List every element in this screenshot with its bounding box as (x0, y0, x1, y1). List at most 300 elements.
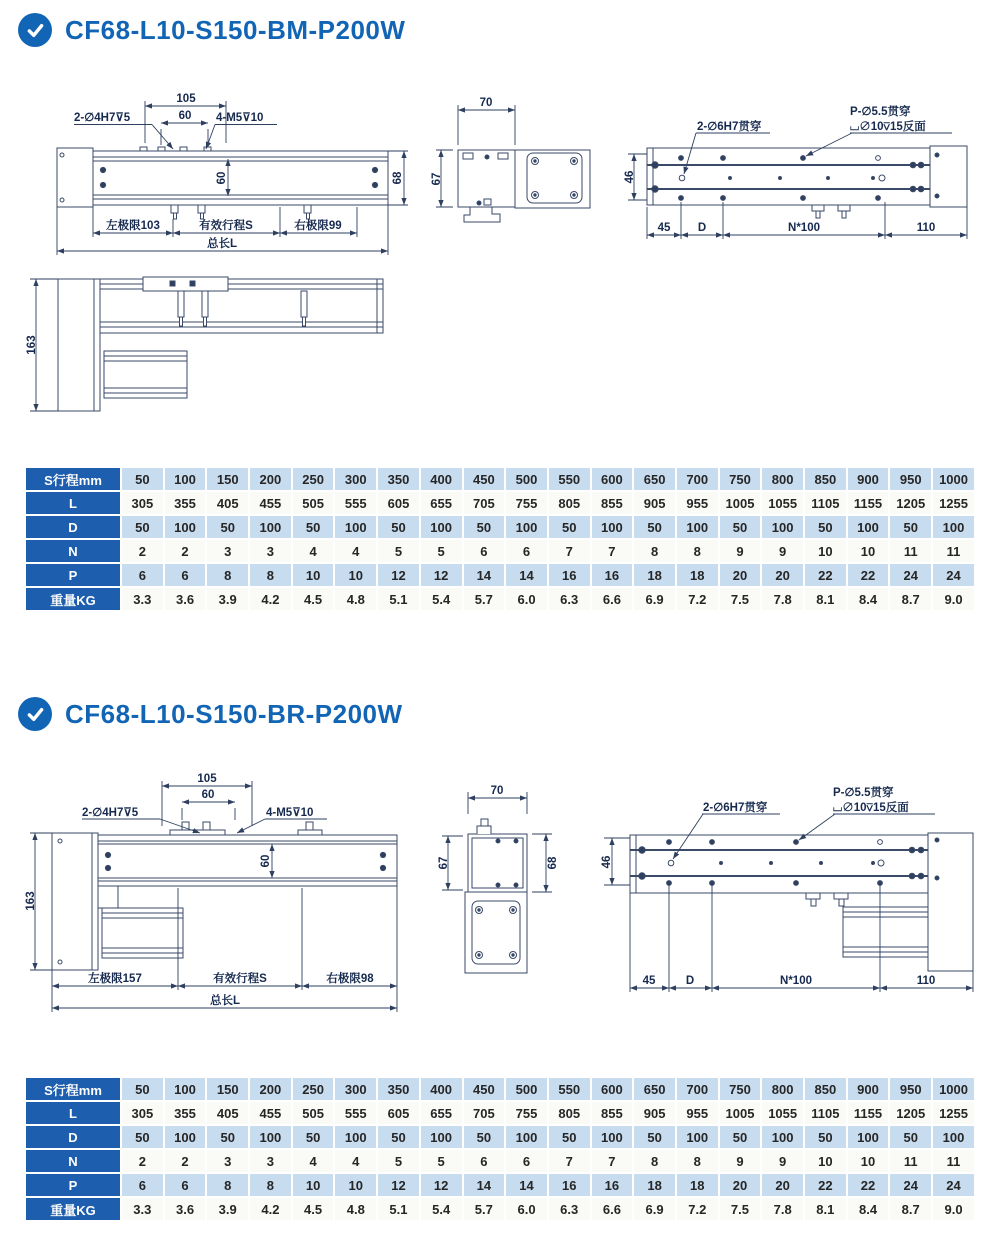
table-cell: 9 (761, 1149, 804, 1173)
table-cell: 455 (249, 491, 292, 515)
table-cell: 1000 (932, 1077, 975, 1101)
table-cell: 900 (847, 1077, 890, 1101)
table-cell: 8.4 (847, 587, 890, 611)
table-cell: 850 (804, 1077, 847, 1101)
table-cell: 5 (377, 539, 420, 563)
table-cell: 6 (121, 1173, 164, 1197)
dim-label: N*100 (780, 975, 812, 987)
table-row (25, 539, 975, 563)
table-cell: 18 (633, 1173, 676, 1197)
table-cell: 8.1 (804, 1197, 847, 1221)
table-cell: 700 (676, 1077, 719, 1101)
table-cell: 100 (676, 515, 719, 539)
table-cell: 800 (761, 1077, 804, 1101)
table-cell: 2 (164, 1149, 207, 1173)
table-cell: 50 (206, 515, 249, 539)
table-cell: 8 (676, 1149, 719, 1173)
table-cell: 750 (719, 467, 762, 491)
table-cell: 955 (676, 1101, 719, 1125)
table-cell: 14 (463, 1173, 506, 1197)
table-cell: 755 (505, 491, 548, 515)
table-row (25, 1173, 975, 1197)
dim-label: 70 (490, 785, 504, 797)
table-cell: 955 (676, 491, 719, 515)
table-cell: 24 (932, 563, 975, 587)
table-cell: 8 (633, 1149, 676, 1173)
table-cell: 4 (334, 1149, 377, 1173)
row-header: D (25, 515, 121, 539)
table-cell: 14 (463, 563, 506, 587)
table-cell: 150 (206, 1077, 249, 1101)
dim-label: 左极限103 (106, 220, 160, 232)
table-cell: 400 (420, 467, 463, 491)
table-cell: 20 (761, 1173, 804, 1197)
table-cell: 100 (420, 515, 463, 539)
table-cell: 9.0 (932, 587, 975, 611)
table-cell: 1105 (804, 491, 847, 515)
table-cell: 1205 (889, 1101, 932, 1125)
table-cell: 7.8 (761, 587, 804, 611)
row-header: L (25, 1101, 121, 1125)
spec-table-bm (24, 466, 976, 612)
drawing-geometry (58, 277, 383, 411)
table-cell: 20 (761, 563, 804, 587)
table-cell: 4.5 (292, 587, 335, 611)
section1-header (18, 13, 405, 47)
table-cell: 705 (463, 491, 506, 515)
spec-table-br (24, 1076, 976, 1222)
dim-label: 163 (25, 891, 37, 911)
table-cell: 650 (633, 1077, 676, 1101)
drawing-geometry (647, 146, 967, 218)
row-header: S行程mm (25, 1077, 121, 1101)
table-cell: 100 (420, 1125, 463, 1149)
hole-callout: 2-∅6H7贯穿 (697, 121, 762, 133)
table-cell: 3 (249, 1149, 292, 1173)
table-cell: 7.5 (719, 1197, 762, 1221)
table-cell: 50 (121, 515, 164, 539)
table-cell: 300 (334, 467, 377, 491)
table-row (25, 1077, 975, 1101)
table-cell: 7 (548, 539, 591, 563)
product-title: CF68-L10-S150-BR-P200W (65, 698, 403, 729)
table-cell: 4 (292, 1149, 335, 1173)
br-end-view-drawing (432, 768, 607, 1023)
table-cell: 7.2 (676, 1197, 719, 1221)
table-cell: 14 (505, 563, 548, 587)
table-cell: 6 (505, 539, 548, 563)
table-cell: 6 (463, 539, 506, 563)
table-cell: 50 (206, 1125, 249, 1149)
table-cell: 8.7 (889, 587, 932, 611)
table-cell: 11 (889, 539, 932, 563)
table-cell: 1255 (932, 1101, 975, 1125)
dim-label: 163 (26, 335, 38, 355)
table-cell: 10 (292, 563, 335, 587)
table-cell: 200 (249, 1077, 292, 1101)
drawing-geometry (465, 819, 527, 973)
table-cell: 100 (932, 515, 975, 539)
dim-label: 总长L (206, 238, 238, 250)
table-cell: 10 (804, 539, 847, 563)
table-cell: 16 (591, 563, 634, 587)
dim-label: 45 (642, 975, 656, 987)
hole-callout: 2-∅4H7⊽5 (82, 807, 139, 819)
table-cell: 8 (206, 563, 249, 587)
dim-label: 60 (260, 854, 272, 868)
dim-label: 60 (178, 110, 192, 122)
row-header: N (25, 1149, 121, 1173)
hole-callout: 2-∅4H7⊽5 (74, 112, 131, 124)
table-cell: 24 (932, 1173, 975, 1197)
table-cell: 3.3 (121, 1197, 164, 1221)
table-cell: 4.2 (249, 587, 292, 611)
table-cell: 7.5 (719, 587, 762, 611)
table-cell: 505 (292, 491, 335, 515)
table-cell: 5 (420, 1149, 463, 1173)
table-cell: 18 (676, 1173, 719, 1197)
table-cell: 805 (548, 1101, 591, 1125)
table-cell: 3.6 (164, 1197, 207, 1221)
br-top-view-drawing (590, 768, 998, 1023)
table-cell: 3.6 (164, 587, 207, 611)
hole-callout: ⌴∅10⊽15反面 (833, 802, 909, 814)
table-cell: 50 (804, 1125, 847, 1149)
dim-label: 110 (916, 975, 936, 987)
table-cell: 8 (633, 539, 676, 563)
table-cell: 24 (889, 563, 932, 587)
table-cell: 3.9 (206, 587, 249, 611)
row-header: L (25, 491, 121, 515)
table-cell: 1005 (719, 491, 762, 515)
table-row (25, 587, 975, 611)
dim-label: D (697, 222, 707, 234)
table-cell: 11 (932, 1149, 975, 1173)
table-cell: 3.9 (206, 1197, 249, 1221)
table-cell: 900 (847, 467, 890, 491)
hole-callout: P-∅5.5贯穿 (833, 787, 894, 799)
hole-callout: ⌴∅10⊽15反面 (850, 121, 926, 133)
table-cell: 22 (804, 1173, 847, 1197)
table-cell: 8 (206, 1173, 249, 1197)
table-cell: 10 (334, 563, 377, 587)
row-header: N (25, 539, 121, 563)
hole-callout: 2-∅6H7贯穿 (703, 802, 768, 814)
table-cell: 1000 (932, 467, 975, 491)
table-cell: 150 (206, 467, 249, 491)
table-cell: 600 (591, 467, 634, 491)
table-cell: 12 (420, 563, 463, 587)
table-cell: 505 (292, 1101, 335, 1125)
table-cell: 6.6 (591, 587, 634, 611)
table-cell: 9 (719, 539, 762, 563)
table-cell: 705 (463, 1101, 506, 1125)
table-cell: 555 (334, 491, 377, 515)
table-cell: 4.2 (249, 1197, 292, 1221)
table-cell: 755 (505, 1101, 548, 1125)
table-cell: 950 (889, 1077, 932, 1101)
table-cell: 8.4 (847, 1197, 890, 1221)
table-cell: 805 (548, 491, 591, 515)
table-cell: 605 (377, 491, 420, 515)
bm-end-view-drawing (432, 85, 632, 263)
table-cell: 7 (591, 1149, 634, 1173)
hole-callout: P-∅5.5贯穿 (850, 106, 911, 118)
table-cell: 6.0 (505, 1197, 548, 1221)
table-cell: 855 (591, 1101, 634, 1125)
table-row (25, 467, 975, 491)
table-cell: 8.7 (889, 1197, 932, 1221)
table-cell: 7 (548, 1149, 591, 1173)
dim-label: N*100 (788, 222, 820, 234)
table-cell: 100 (334, 515, 377, 539)
table-cell: 100 (932, 1125, 975, 1149)
table-row (25, 515, 975, 539)
dim-label: 45 (657, 222, 671, 234)
table-cell: 16 (548, 563, 591, 587)
table-cell: 50 (292, 515, 335, 539)
table-cell: 250 (292, 467, 335, 491)
dim-label: 68 (392, 171, 404, 185)
table-cell: 655 (420, 1101, 463, 1125)
table-cell: 1155 (847, 1101, 890, 1125)
table-cell: 6.0 (505, 587, 548, 611)
table-cell: 3 (249, 539, 292, 563)
table-cell: 1055 (761, 1101, 804, 1125)
table-cell: 450 (463, 467, 506, 491)
table-cell: 50 (121, 1077, 164, 1101)
table-cell: 100 (761, 515, 804, 539)
table-cell: 6 (505, 1149, 548, 1173)
table-cell: 50 (292, 1125, 335, 1149)
table-cell: 4.8 (334, 1197, 377, 1221)
table-cell: 100 (591, 515, 634, 539)
table-cell: 11 (932, 539, 975, 563)
dim-label: 67 (431, 172, 443, 186)
row-header: 重量KG (25, 1197, 121, 1221)
table-cell: 5.7 (463, 1197, 506, 1221)
table-cell: 3.3 (121, 587, 164, 611)
table-cell: 3 (206, 1149, 249, 1173)
br-front-view-drawing (20, 768, 440, 1023)
table-cell: 1055 (761, 491, 804, 515)
table-cell: 7 (591, 539, 634, 563)
table-cell: 100 (847, 515, 890, 539)
table-cell: 24 (889, 1173, 932, 1197)
drawing-geometry (458, 150, 590, 222)
section2-header (18, 697, 403, 731)
table-cell: 5 (420, 539, 463, 563)
table-cell: 8 (676, 539, 719, 563)
table-cell: 8.1 (804, 587, 847, 611)
table-cell: 5.4 (420, 1197, 463, 1221)
table-cell: 750 (719, 1077, 762, 1101)
table-cell: 655 (420, 491, 463, 515)
hole-callout: 4-M5⊽10 (216, 112, 264, 124)
table-cell: 20 (719, 1173, 762, 1197)
bm-front-view-drawing (30, 85, 430, 263)
table-cell: 550 (548, 467, 591, 491)
table-cell: 50 (804, 515, 847, 539)
table-cell: 50 (121, 467, 164, 491)
table-cell: 500 (505, 1077, 548, 1101)
table-cell: 405 (206, 491, 249, 515)
row-header: D (25, 1125, 121, 1149)
row-header: P (25, 1173, 121, 1197)
table-cell: 9 (761, 539, 804, 563)
table-cell: 50 (548, 515, 591, 539)
table-cell: 2 (121, 1149, 164, 1173)
table-cell: 22 (804, 563, 847, 587)
table-cell: 300 (334, 1077, 377, 1101)
table-cell: 1005 (719, 1101, 762, 1125)
table-cell: 100 (164, 515, 207, 539)
table-cell: 10 (334, 1173, 377, 1197)
table-cell: 50 (463, 1125, 506, 1149)
table-cell: 3 (206, 539, 249, 563)
dim-label: 有效行程S (199, 220, 253, 232)
table-cell: 4.8 (334, 587, 377, 611)
table-cell: 550 (548, 1077, 591, 1101)
dim-label: 67 (438, 856, 450, 870)
table-cell: 605 (377, 1101, 420, 1125)
table-cell: 50 (719, 1125, 762, 1149)
table-cell: 10 (847, 1149, 890, 1173)
table-cell: 9 (719, 1149, 762, 1173)
dim-label: D (685, 975, 695, 987)
table-cell: 9.0 (932, 1197, 975, 1221)
table-cell: 6.6 (591, 1197, 634, 1221)
table-cell: 50 (889, 1125, 932, 1149)
dim-label: 110 (916, 222, 936, 234)
table-cell: 12 (420, 1173, 463, 1197)
row-header: S行程mm (25, 467, 121, 491)
table-cell: 100 (761, 1125, 804, 1149)
table-row (25, 1197, 975, 1221)
table-cell: 10 (292, 1173, 335, 1197)
table-cell: 1105 (804, 1101, 847, 1125)
table-cell: 50 (121, 1125, 164, 1149)
table-cell: 100 (505, 1125, 548, 1149)
table-cell: 8 (249, 563, 292, 587)
table-row (25, 1149, 975, 1173)
drawing-geometry (52, 822, 397, 970)
table-cell: 350 (377, 1077, 420, 1101)
table-cell: 400 (420, 1077, 463, 1101)
table-cell: 10 (804, 1149, 847, 1173)
table-cell: 800 (761, 467, 804, 491)
table-cell: 100 (334, 1125, 377, 1149)
dim-label: 总长L (209, 995, 241, 1007)
table-cell: 5 (377, 1149, 420, 1173)
bm-top-view-drawing (622, 85, 997, 263)
table-cell: 5.7 (463, 587, 506, 611)
table-cell: 305 (121, 491, 164, 515)
check-circle-icon (18, 697, 52, 731)
table-cell: 22 (847, 563, 890, 587)
table-cell: 18 (633, 563, 676, 587)
table-cell: 100 (847, 1125, 890, 1149)
table-cell: 100 (676, 1125, 719, 1149)
table-cell: 355 (164, 491, 207, 515)
dim-label: 46 (601, 855, 613, 869)
dim-label: 46 (624, 170, 636, 184)
table-cell: 305 (121, 1101, 164, 1125)
table-row (25, 491, 975, 515)
table-cell: 50 (719, 515, 762, 539)
table-cell: 6.9 (633, 587, 676, 611)
table-cell: 1255 (932, 491, 975, 515)
table-cell: 7.2 (676, 587, 719, 611)
table-cell: 50 (889, 515, 932, 539)
dim-label: 70 (479, 97, 493, 109)
table-cell: 6 (164, 1173, 207, 1197)
table-cell: 855 (591, 491, 634, 515)
table-cell: 10 (847, 539, 890, 563)
table-cell: 500 (505, 467, 548, 491)
table-cell: 950 (889, 467, 932, 491)
table-cell: 355 (164, 1101, 207, 1125)
table-cell: 700 (676, 467, 719, 491)
bm-side-view-drawing (20, 263, 420, 433)
table-cell: 6 (463, 1149, 506, 1173)
table-cell: 600 (591, 1077, 634, 1101)
table-cell: 850 (804, 467, 847, 491)
table-cell: 100 (249, 1125, 292, 1149)
row-header: P (25, 563, 121, 587)
table-cell: 50 (633, 515, 676, 539)
table-cell: 50 (463, 515, 506, 539)
dim-label: 60 (201, 789, 215, 801)
table-row (25, 563, 975, 587)
table-cell: 16 (548, 1173, 591, 1197)
table-row (25, 1101, 975, 1125)
table-cell: 1205 (889, 491, 932, 515)
check-circle-icon (18, 13, 52, 47)
table-cell: 6.3 (548, 1197, 591, 1221)
table-cell: 6 (121, 563, 164, 587)
table-cell: 905 (633, 1101, 676, 1125)
dim-label: 105 (176, 93, 196, 105)
table-cell: 100 (164, 1125, 207, 1149)
table-cell: 8 (249, 1173, 292, 1197)
table-cell: 100 (591, 1125, 634, 1149)
product-title: CF68-L10-S150-BM-P200W (65, 14, 406, 45)
table-cell: 200 (249, 467, 292, 491)
table-cell: 450 (463, 1077, 506, 1101)
drawing-geometry (630, 833, 973, 971)
table-cell: 2 (164, 539, 207, 563)
dim-label: 68 (547, 856, 559, 870)
table-cell: 350 (377, 467, 420, 491)
row-header: 重量KG (25, 587, 121, 611)
table-cell: 18 (676, 563, 719, 587)
table-cell: 250 (292, 1077, 335, 1101)
table-cell: 14 (505, 1173, 548, 1197)
table-cell: 50 (548, 1125, 591, 1149)
table-cell: 7.8 (761, 1197, 804, 1221)
table-cell: 100 (249, 515, 292, 539)
table-cell: 20 (719, 563, 762, 587)
table-cell: 2 (121, 539, 164, 563)
table-cell: 6.3 (548, 587, 591, 611)
dim-label: 60 (216, 171, 228, 185)
table-cell: 11 (889, 1149, 932, 1173)
dim-label: 右极限99 (294, 220, 342, 232)
table-cell: 100 (164, 1077, 207, 1101)
dim-label: 右极限98 (326, 973, 374, 985)
table-cell: 4 (292, 539, 335, 563)
